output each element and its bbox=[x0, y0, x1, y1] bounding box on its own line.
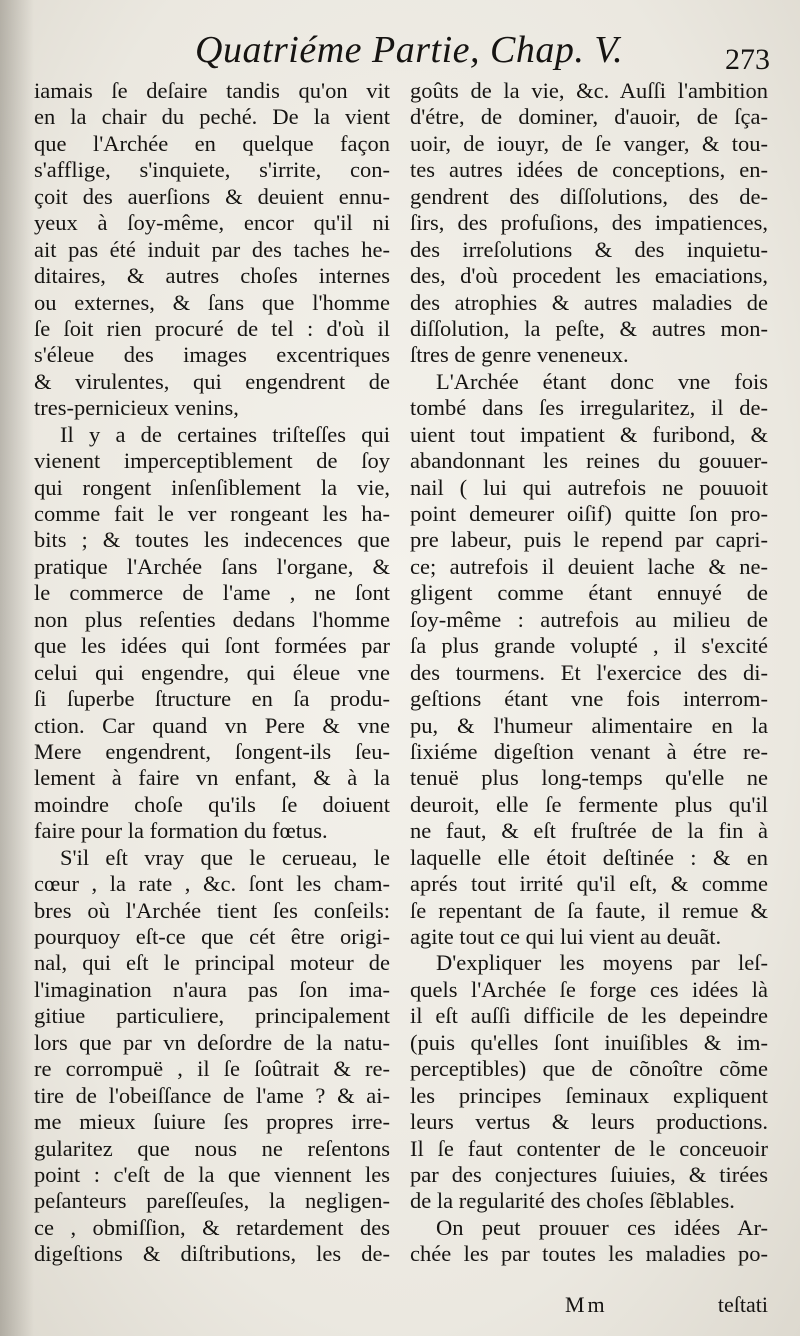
text-line: tenuë plus long-temps qu'elle ne bbox=[410, 765, 768, 791]
text-line: peſanteurs pareſſeuſes, la negligen- bbox=[34, 1188, 390, 1214]
text-line: ſtres de genre veneneux. bbox=[410, 342, 629, 368]
text-line: perceptibles) que de cõnoître cõme bbox=[410, 1056, 768, 1082]
page-header bbox=[195, 26, 770, 76]
text-line: des, d'où procedent les emaciations, bbox=[410, 263, 768, 289]
text-line: pre labeur, puis le repend par capri- bbox=[410, 527, 768, 553]
text-line: ction. Car quand vn Pere & vne bbox=[34, 712, 390, 738]
text-line: chée les par toutes les maladies po- bbox=[410, 1241, 768, 1267]
text-line: ſe ſoit rien procuré de tel : d'où il bbox=[34, 315, 390, 341]
text-line: ſirs, des profuſions, des impatiences, bbox=[410, 210, 768, 236]
text-line: gularitez que nous ne reſentons bbox=[34, 1135, 390, 1161]
text-line: vienent imperceptiblement de ſoy bbox=[34, 448, 390, 474]
text-line: nal, qui eſt le principal moteur de bbox=[34, 950, 390, 976]
text-line: iamais ſe deſaire tandis qu'on vit bbox=[34, 78, 390, 103]
text-line: bits ; & toutes les indecences que bbox=[34, 527, 390, 553]
text-line: re corrompuë , il ſe ſoûtrait & re- bbox=[34, 1056, 390, 1082]
text-line: s'éleue des images excentriques bbox=[34, 342, 390, 368]
page-number: 273 bbox=[725, 43, 770, 76]
text-line: D'expliquer les moyens par leſ- bbox=[436, 950, 768, 976]
text-line: goûts de la vie, &c. Auſſi l'ambition bbox=[410, 78, 768, 103]
text-line: ſe repentant de ſa faute, il remue & bbox=[410, 897, 768, 923]
text-line: le commerce de l'ame , ne ſont bbox=[34, 580, 390, 606]
text-line: tire de l'obeiſſance de l'ame ? & ai- bbox=[34, 1082, 390, 1108]
text-line: des irreſolutions & des inquietu- bbox=[410, 236, 768, 262]
text-line: l'imagination n'aura pas ſon ima- bbox=[34, 976, 390, 1002]
text-line: ditaires, & autres choſes internes bbox=[34, 263, 390, 289]
text-line: des atrophies & autres maladies de bbox=[410, 289, 768, 315]
running-head: Quatriéme Partie, Chap. V. bbox=[195, 29, 624, 71]
text-line: gligent comme étant ennuyé de bbox=[410, 580, 768, 606]
text-line: ou externes, & ſans que l'homme bbox=[34, 289, 390, 315]
text-line: comme fait le ver rongeant les ha- bbox=[34, 501, 390, 526]
text-line: laquelle elle étoit deſtinée : & en bbox=[410, 844, 768, 870]
text-line: pourquoy eſt-ce que cét être origi- bbox=[34, 924, 390, 949]
text-line: me mieux ſuiure ſes propres irre- bbox=[34, 1109, 390, 1135]
text-line: Il ſe faut contenter de le conceuoir bbox=[410, 1135, 768, 1161]
text-line: yeux à ſoy-même, encor qu'il ni bbox=[34, 210, 390, 236]
text-line: cœur , la rate , &c. ſont les cham- bbox=[34, 871, 390, 897]
text-line: les principes ſeminaux expliquent bbox=[410, 1082, 768, 1108]
text-line: ſoy-même : autrefois au milieu de bbox=[410, 606, 768, 632]
text-line: ne faut, & eſt fruſtrée de la fin à bbox=[410, 818, 768, 844]
text-line: point : c'eſt de la que viennent les bbox=[34, 1161, 390, 1187]
text-line: (puis qu'elles ſont inuiſibles & im- bbox=[410, 1029, 768, 1055]
text-line: gitiue particuliere, principalement bbox=[34, 1003, 390, 1029]
text-line: celui qui engendre, qui éleue vne bbox=[34, 659, 390, 685]
catchword: teſtati bbox=[717, 1292, 768, 1317]
text-line: d'étre, de dominer, d'auoir, de ſça- bbox=[410, 104, 768, 130]
text-line: uient tout impatient & furibond, & bbox=[410, 421, 768, 447]
text-line: Il y a de certaines triſteſſes qui bbox=[60, 421, 390, 447]
text-line: pratique l'Archée ſans l'organe, & bbox=[34, 553, 390, 579]
gutter-shadow bbox=[0, 0, 34, 1336]
text-line: agite tout ce qui lui vient au deuãt. bbox=[410, 924, 722, 949]
text-line: aprés tout irrité qu'il eſt, & comme bbox=[410, 871, 768, 897]
text-line: tombé dans ſes irregularitez, il de- bbox=[410, 395, 768, 421]
text-line: diſſolution, la peſte, & autres mon- bbox=[410, 315, 768, 341]
text-line: ſixiéme digeſtion venant à étre re- bbox=[410, 738, 768, 764]
text-line: de la regularité des choſes ſẽblables. bbox=[410, 1188, 735, 1214]
text-line: çoit des auerſions & deuient ennu- bbox=[34, 183, 390, 209]
text-line: quels l'Archée ſe forge ces idées là bbox=[410, 976, 768, 1002]
text-line: moindre choſe qu'ils ſe doiuent bbox=[34, 791, 390, 817]
text-line: On peut prouuer ces idées Ar- bbox=[436, 1214, 768, 1240]
text-line: ait pas été induit par des taches he- bbox=[34, 236, 390, 262]
text-line: faire pour la formation du fœtus. bbox=[34, 818, 328, 844]
text-line: digeſtions & diſtributions, les de- bbox=[34, 1241, 390, 1267]
text-line: uoir, de iouyr, de ſe vanger, & tou- bbox=[410, 130, 768, 156]
text-line: bres où l'Archée tient ſes conſeils: bbox=[34, 897, 390, 923]
text-line: abandonnant les reines du gouuer- bbox=[410, 448, 768, 474]
text-line: qui rongent inſenſiblement la vie, bbox=[34, 474, 390, 500]
text-line: & virulentes, qui engendrent de bbox=[34, 368, 390, 394]
left-column bbox=[34, 78, 390, 1268]
text-line: S'il eſt vray que le cerueau, le bbox=[60, 844, 390, 870]
text-line: geſtions étant vne fois interrom- bbox=[410, 686, 768, 712]
right-column bbox=[410, 78, 768, 1268]
text-line: ſa plus grande volupté , il s'excité bbox=[410, 633, 768, 659]
text-line: leurs vertus & leurs productions. bbox=[410, 1109, 768, 1135]
text-line: lement à faire vn enfant, & à la bbox=[34, 765, 390, 791]
text-line: s'afflige, s'inquiete, s'irrite, con- bbox=[34, 157, 390, 183]
text-line: ce; autrefois il deuient lache & ne- bbox=[410, 553, 768, 579]
text-line: point demeurer oiſif) quitte ſon pro- bbox=[410, 501, 768, 526]
text-line: tes autres idées de conceptions, en- bbox=[410, 157, 768, 183]
text-line: tres-pernicieux venins, bbox=[34, 395, 239, 421]
page-footer bbox=[410, 1284, 768, 1324]
text-line: deuroit, elle ſe fermente plus qu'il bbox=[410, 791, 768, 817]
text-line: ſi ſuperbe ſtructure en ſa produ- bbox=[34, 686, 390, 712]
text-line: que les idées qui ſont formées par bbox=[34, 633, 390, 659]
text-line: en la chair du peché. De la vient bbox=[34, 104, 390, 130]
text-line: lors que par vn deſordre de la natu- bbox=[34, 1029, 390, 1055]
text-line: L'Archée étant donc vne fois bbox=[436, 368, 768, 394]
text-line: par des conjectures ſuiuies, & tirées bbox=[410, 1161, 768, 1187]
text-line: il eſt auſſi difficile de les depeindre bbox=[410, 1003, 768, 1029]
text-line: non plus reſenties dedans l'homme bbox=[34, 606, 390, 632]
text-line: pu, & l'humeur alimentaire en la bbox=[410, 712, 768, 738]
signature-mark: Mm bbox=[565, 1292, 608, 1317]
text-line: des tourmens. Et l'exercice des di- bbox=[410, 659, 768, 685]
text-line: nail ( lui qui autrefois ne pouuoit bbox=[410, 474, 768, 500]
text-line: que l'Archée en quelque façon bbox=[34, 130, 390, 156]
text-line: ce , obmiſſion, & retardement des bbox=[34, 1214, 390, 1240]
text-line: gendrent des diſſolutions, des de- bbox=[410, 183, 768, 209]
text-line: Mere engendrent, ſongent-ils ſeu- bbox=[34, 738, 390, 764]
